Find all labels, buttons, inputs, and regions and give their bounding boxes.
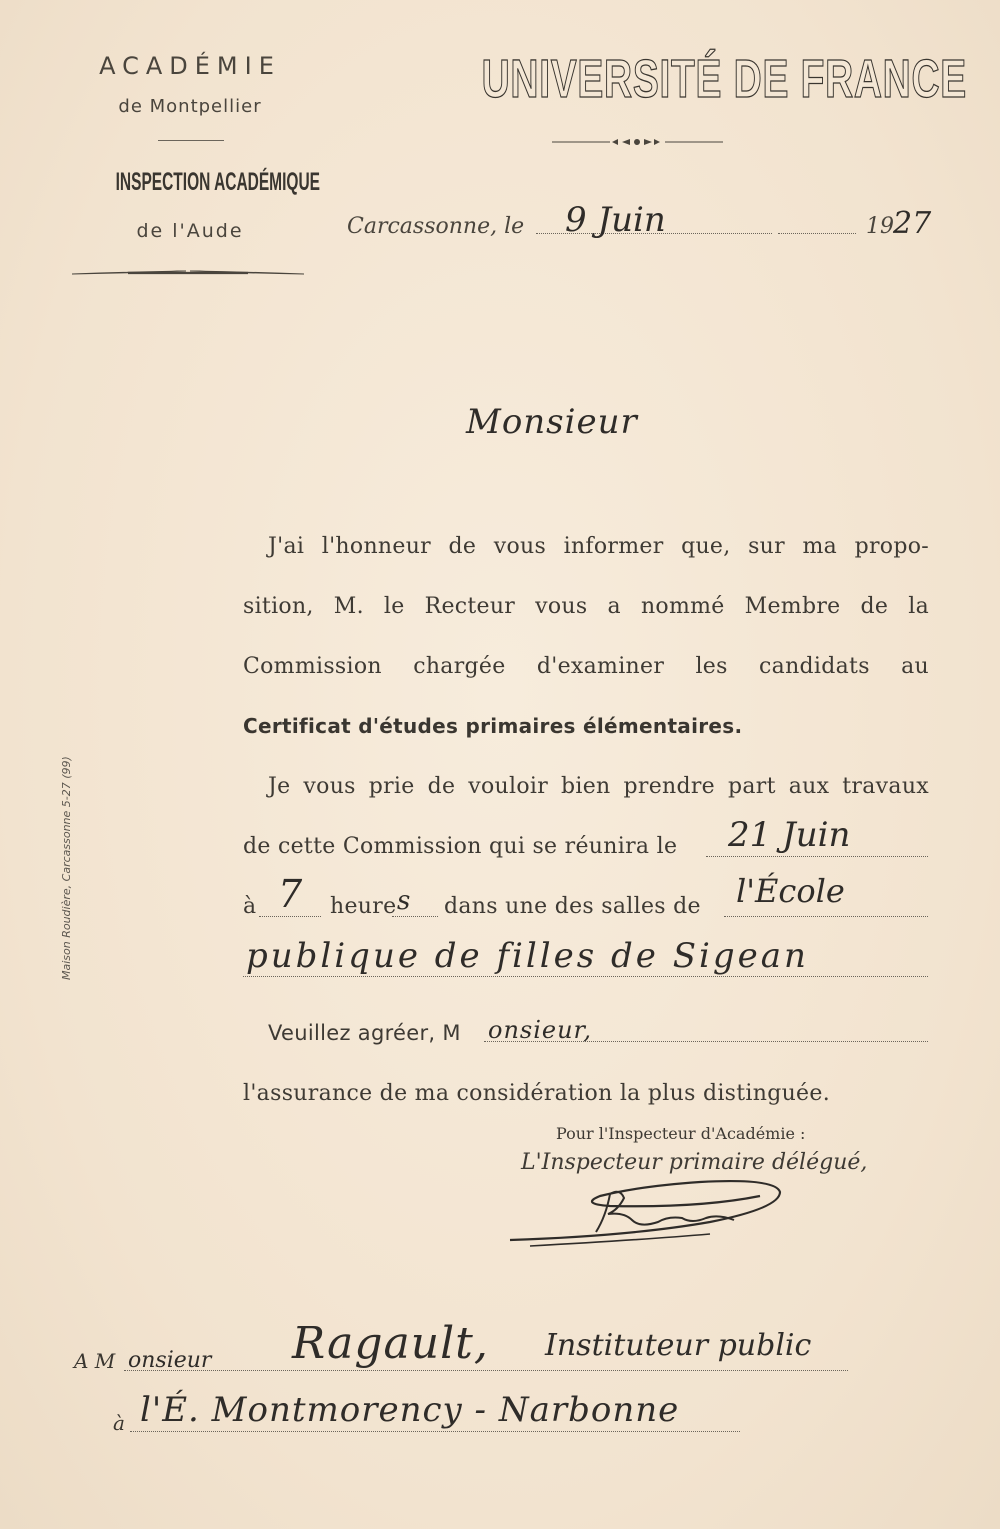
address-title-handwritten: onsieur — [128, 1348, 212, 1373]
pour-inspecteur: Pour l'Inspecteur d'Académie : — [556, 1124, 806, 1143]
line7-salles: dans une des salles de — [444, 894, 701, 919]
address-line-1-dots — [124, 1370, 848, 1371]
inspection-heading: INSPECTION ACADÉMIQUE — [115, 168, 320, 196]
handwritten-date: 9 Juin — [565, 200, 666, 240]
school-dotted-line — [724, 916, 928, 917]
certificat-title: Certificat d'études primaires élémentaires. — [243, 714, 743, 738]
title-ornament-rule — [550, 134, 725, 150]
left-ornament-rule — [68, 262, 308, 282]
universite-title: UNIVERSITÉ DE FRANCE — [481, 49, 967, 109]
header-divider — [158, 140, 224, 141]
school-handwritten: l'École — [736, 872, 845, 910]
aude-subheading: de l'Aude — [136, 220, 244, 242]
heure-suffix-dotted-line — [392, 916, 438, 917]
address-b-label: à — [113, 1411, 125, 1435]
year-printed: 19 — [866, 214, 894, 239]
date-dotted-line-2 — [778, 233, 856, 234]
meeting-date-dotted-line — [706, 856, 928, 857]
printer-mark: Maison Roudière, Carcassonne 5-27 (99) — [60, 756, 73, 980]
body-line-1: J'ai l'honneur de vous informer que, sur ma propo- — [268, 534, 929, 559]
veuillez-handwritten: onsieur, — [488, 1016, 593, 1044]
school-name-dotted-line — [243, 976, 928, 977]
hour-handwritten: 7 — [278, 872, 303, 916]
meeting-date-handwritten: 21 Juin — [728, 815, 851, 855]
heure-suffix-handwritten: s — [397, 886, 411, 916]
recipient-role-handwritten: Instituteur public — [545, 1328, 812, 1363]
body-line-6: de cette Commission qui se réunira le — [243, 834, 678, 859]
line7-heure: heure — [330, 894, 397, 919]
handwritten-signature — [500, 1180, 790, 1260]
hour-dotted-line — [259, 916, 321, 917]
address-line-2-dots — [130, 1431, 740, 1432]
date-place-label: Carcassonne, le — [347, 214, 525, 239]
inspecteur-delegue: L'Inspecteur primaire délégué, — [521, 1150, 868, 1175]
veuillez-line: Veuillez agréer, M — [268, 1021, 461, 1045]
assurance-line: l'assurance de ma considération la plus distinguée. — [243, 1081, 830, 1106]
school-name-handwritten: publique de filles de Sigean — [246, 936, 809, 976]
body-line-5: Je vous prie de vouloir bien prendre part aux travaux — [268, 774, 929, 799]
recipient-name-handwritten: Ragault, — [292, 1318, 489, 1369]
year-handwritten: 27 — [893, 206, 932, 241]
recipient-address-handwritten: l'É. Montmorency - Narbonne — [140, 1390, 680, 1430]
body-line-3: Commission chargée d'examiner les candidats au — [243, 654, 929, 679]
line7-a: à — [243, 894, 257, 919]
academie-heading: ACADÉMIE — [99, 52, 281, 80]
salutation-handwritten: Monsieur — [466, 402, 638, 442]
body-line-2: sition, M. le Recteur vous a nommé Membre de la — [243, 594, 929, 619]
montpellier-subheading: de Montpellier — [118, 96, 262, 117]
address-a-label: A M — [74, 1349, 116, 1373]
